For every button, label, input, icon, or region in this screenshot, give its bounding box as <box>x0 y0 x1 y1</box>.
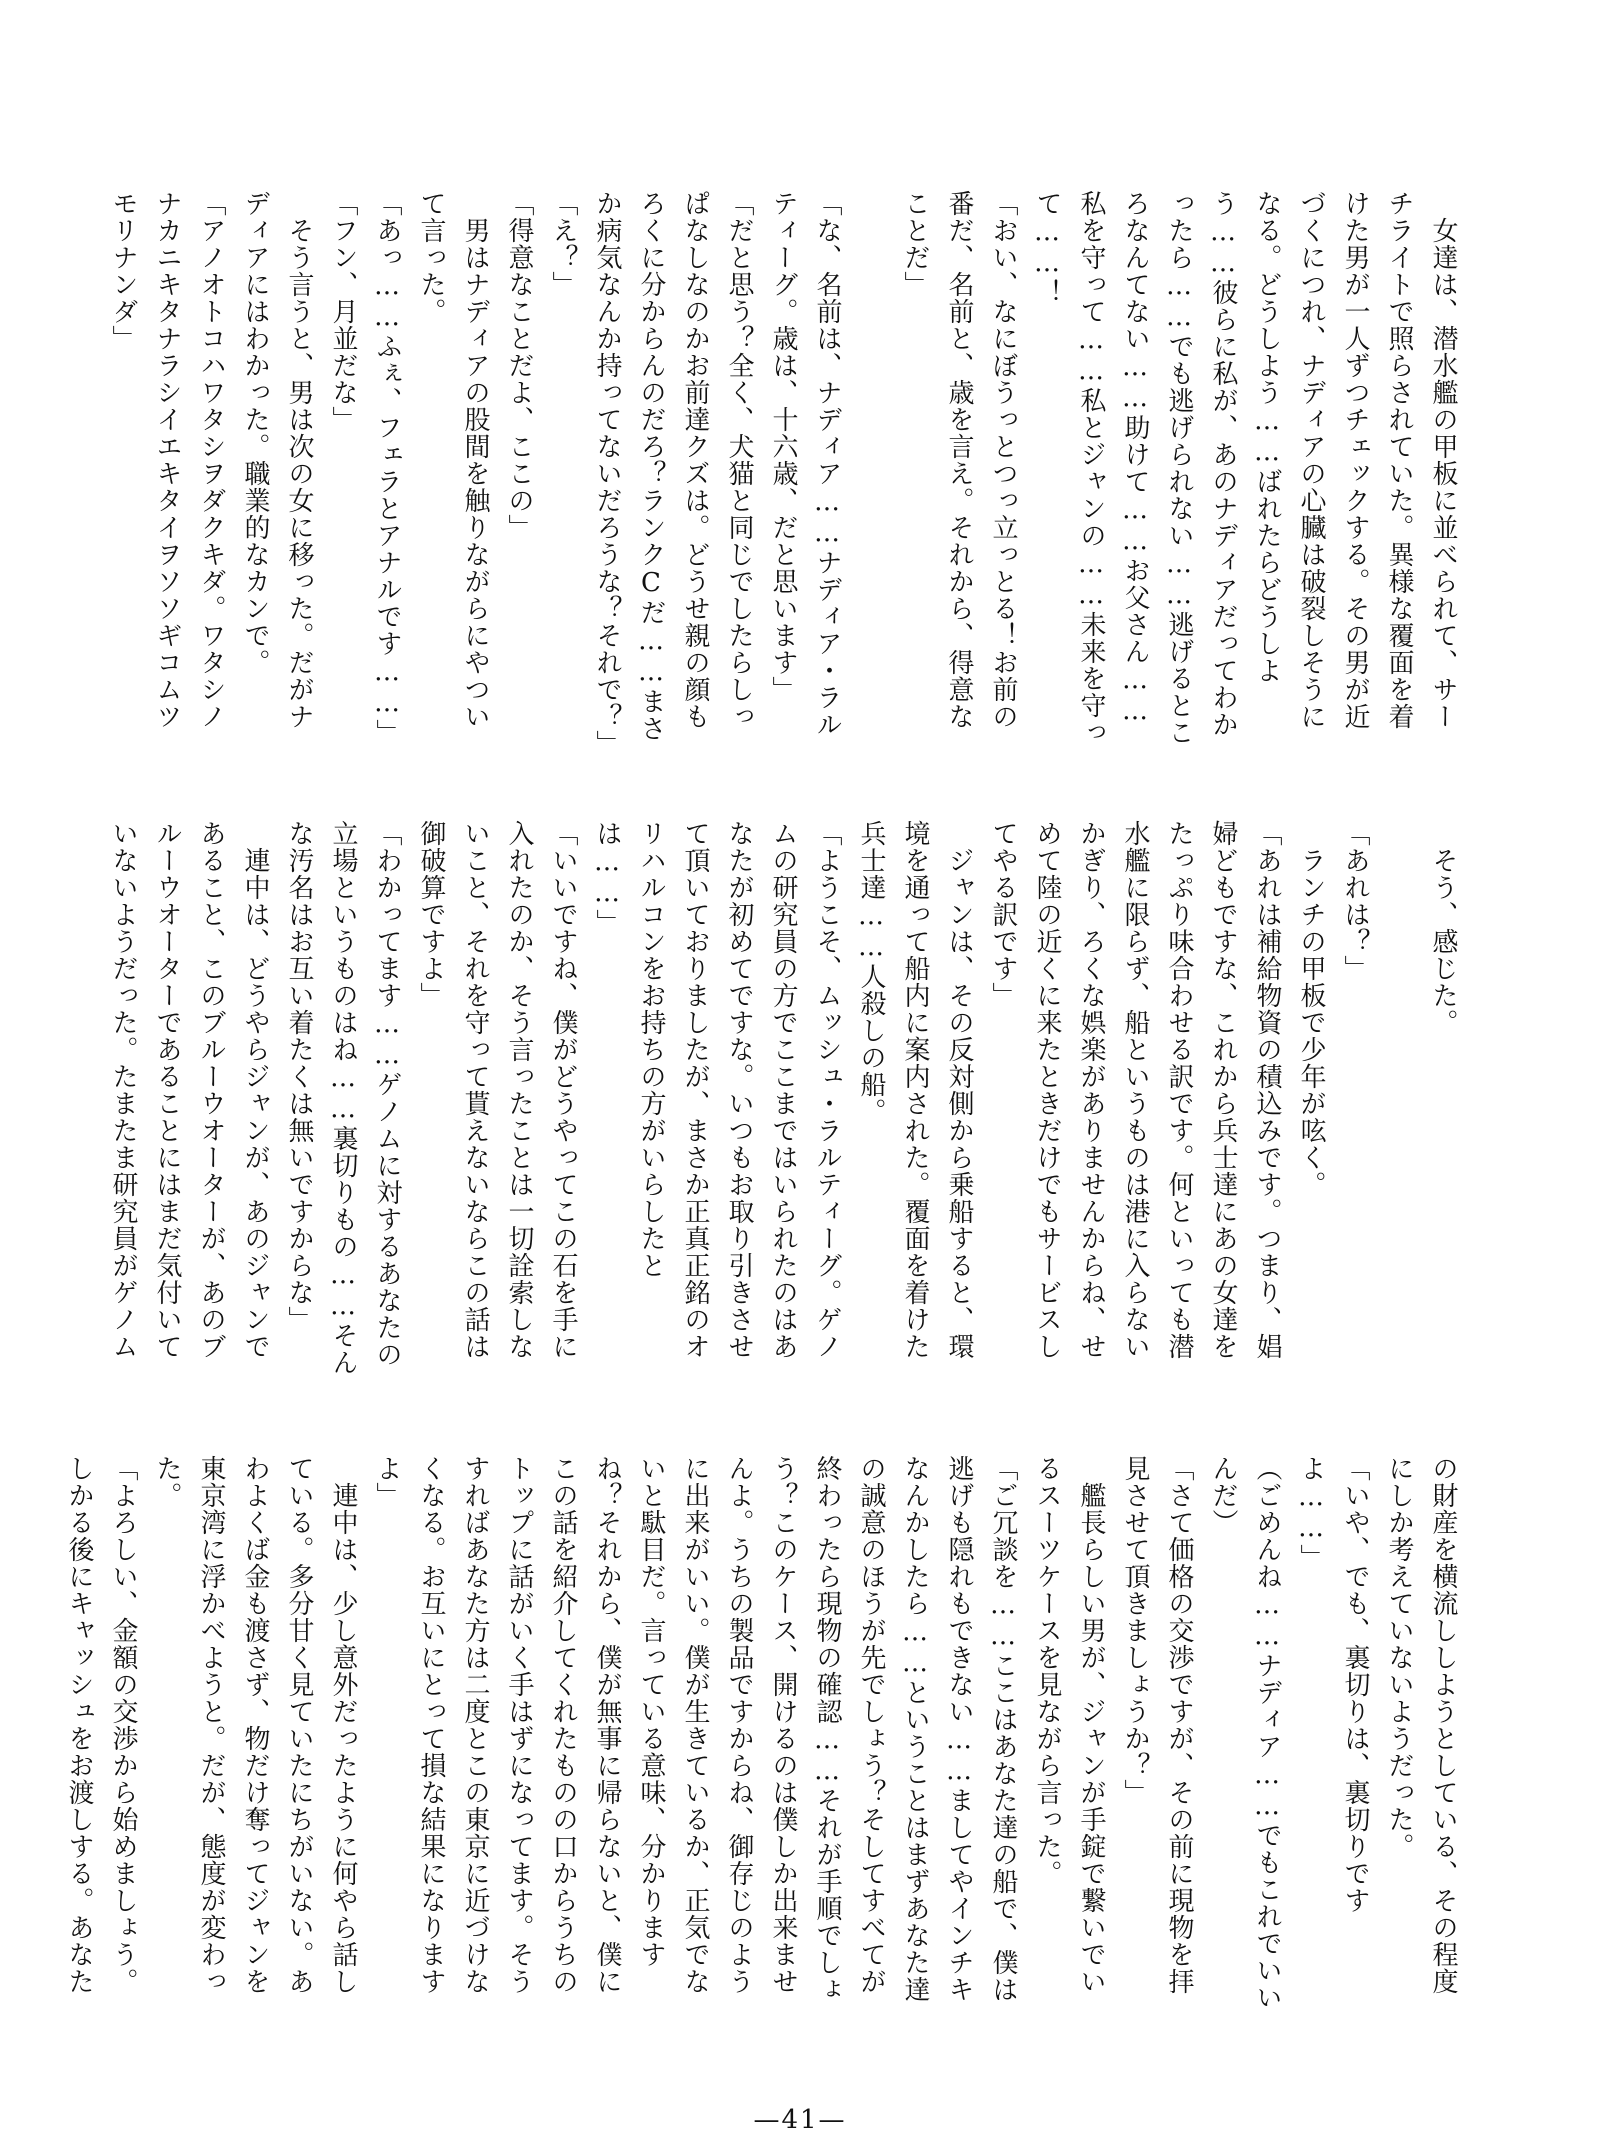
paragraph: 「いや、でも、裏切りは、裏切りですよ……」 <box>1296 1455 1370 1914</box>
paragraph: ランチの甲板で少年が呟く。 <box>1296 820 1326 1198</box>
paragraph: 連中は、どうやらジャンが、あのジャンであること、このブルーウオーターが、あのブルーウオーターであることにはまだ気付いていないようだった。たまたま研究員がゲノム <box>108 820 270 1360</box>
paragraph: 「ようこそ、ムッシュ・ラルティーグ。ゲノムの研究員の方でここまではいられたのはあなたが初めてですな。いつもお取り引きさせて頂いておりましたが、まさか正真正銘のオリハルコンをお持ちの方がいらしたとは……」 <box>592 820 842 1360</box>
paragraph: の財産を横流ししようとしている、その程度にしか考えていないようだった。 <box>1384 1455 1458 1995</box>
paragraph: 「おい、なにぼうっとつっ立っとる！お前の番だ、名前と、歳を言え。それから、得意なことだ」 <box>900 190 1018 730</box>
paragraph: 「だと思う？全く、犬猫と同じでしたらしっぱなしなのかお前達クズは。どうせ親の顔もろくに分からんのだろ？ランクCだ……まさか病気なんか持ってないだろうな？それで？」 <box>592 190 754 757</box>
paragraph: 「あれは補給物資の積込みです。つまり、娼婦どもですな、これから兵士達にあの女達をたっぷり味合わせる訳です。何といっても潜水艦に限らず、船というものは港に入らないかぎり、ろくな娯楽がありませんからね、せめて陸の近くに来たときだけでもサービスしてやる訳です」 <box>988 820 1282 1360</box>
paragraph: ジャンは、その反対側から乗船すると、環境を通って船内に案内された。覆面を着けた兵士達……人殺しの船。 <box>856 820 974 1360</box>
paragraph: 「あれは？」 <box>1340 820 1370 982</box>
paragraph: 「ご冗談を……ここはあなた達の船で、僕は逃げも隠れもできない……ましてやインチキなんかしたら……ということはまずあなた達の誠意のほうが先でしょう？そしてすべてが終わったら現物の確認……それが手順でしょう？このケース、開けるのは僕しか出来ませんよ。うちの製品ですからね、御存じのように出来がいい。僕が生きているか、正気でないと駄目だ。言っている意味、分かりますね？それから、僕が無事に帰らないと、僕にこの話を紹介してくれたものの口からうちのトップに話がいく手はずになってます。そうすればあなた方は二度とこの東京に近づけなくなる。お互いにとって損な結果になりますよ」 <box>372 1455 1018 2003</box>
paragraph: そう言うと、男は次の女に移った。だがナディアにはわかった。職業的なカンで。 <box>240 190 314 730</box>
paragraph: 「な、名前は、ナディア……ナディア・ラルティーグ。歳は、十六歳、だと思います」 <box>768 190 842 738</box>
paragraph: 「え？」 <box>548 190 578 298</box>
paragraph: 「フン、月並だな」 <box>328 190 358 433</box>
paragraph: 男はナディアの股間を触りながらにやついて言った。 <box>416 190 490 730</box>
paragraph: 「さて価格の交渉ですが、その前に現物を拝見させて頂きましょうか？」 <box>1120 1455 1194 1995</box>
paragraph: 「あっ……ふぇ、フェラとアナルです……」 <box>372 190 402 746</box>
paragraph: そう、感じた。 <box>1428 820 1458 1036</box>
paragraph: 女達は、潜水艦の甲板に並べられて、サーチライトで照らされていた。異様な覆面を着けた男が一人ずつチェックする。その男が近づくにつれ、ナディアの心臓は破裂しそうになる。どうしよう……ばれたらどうしよう……彼らに私が、あのナディアだってわかったら……でも逃げられない……逃げるところなんてない……助けて……お父さん……私を守って……私とジャンの……未来を守って……！ <box>1032 190 1458 746</box>
paragraph: 「わかってます……ゲノムに対するあなたの立場というものはね……裏切りもの……そんな汚名はお互い着たくは無いですからな」 <box>284 820 402 1376</box>
page-number: —41— <box>753 2105 847 2135</box>
paragraph: 艦長らしい男が、ジャンが手錠で繋いでいるスーツケースを見ながら言った。 <box>1032 1455 1106 1995</box>
paragraph: 「アノオトコハワタシヲダクキダ。ワタシノナカニキタナラシイエキタイヲソソギコムツモリナンダ」 <box>108 190 226 730</box>
text-block-upper <box>108 190 1465 757</box>
paragraph: 「よろしい、金額の交渉から始めましょう。しかる後にキャッシュをお渡しする。あなた <box>64 1455 138 1995</box>
paragraph: 「得意なことだよ、ここの」 <box>504 190 534 541</box>
paragraph: 連中は、少し意外だったように何やら話している。多分甘く見ていたにちがいない。あわよくば金も渡さず、物だけ奪ってジャンを東京湾に浮かべようと。だが、態度が変わった。 <box>152 1455 358 1995</box>
paragraph: （ごめんね……ナディア……でもこれでいいんだ） <box>1208 1455 1282 2011</box>
paragraph: 「いいですね、僕がどうやってこの石を手に入れたのか、そう言ったことは一切詮索しないこと、それを守って貰えないならこの話は御破算ですよ」 <box>416 820 578 1360</box>
text-block-lower <box>64 1455 1465 2015</box>
text-block-middle <box>108 820 1465 1380</box>
